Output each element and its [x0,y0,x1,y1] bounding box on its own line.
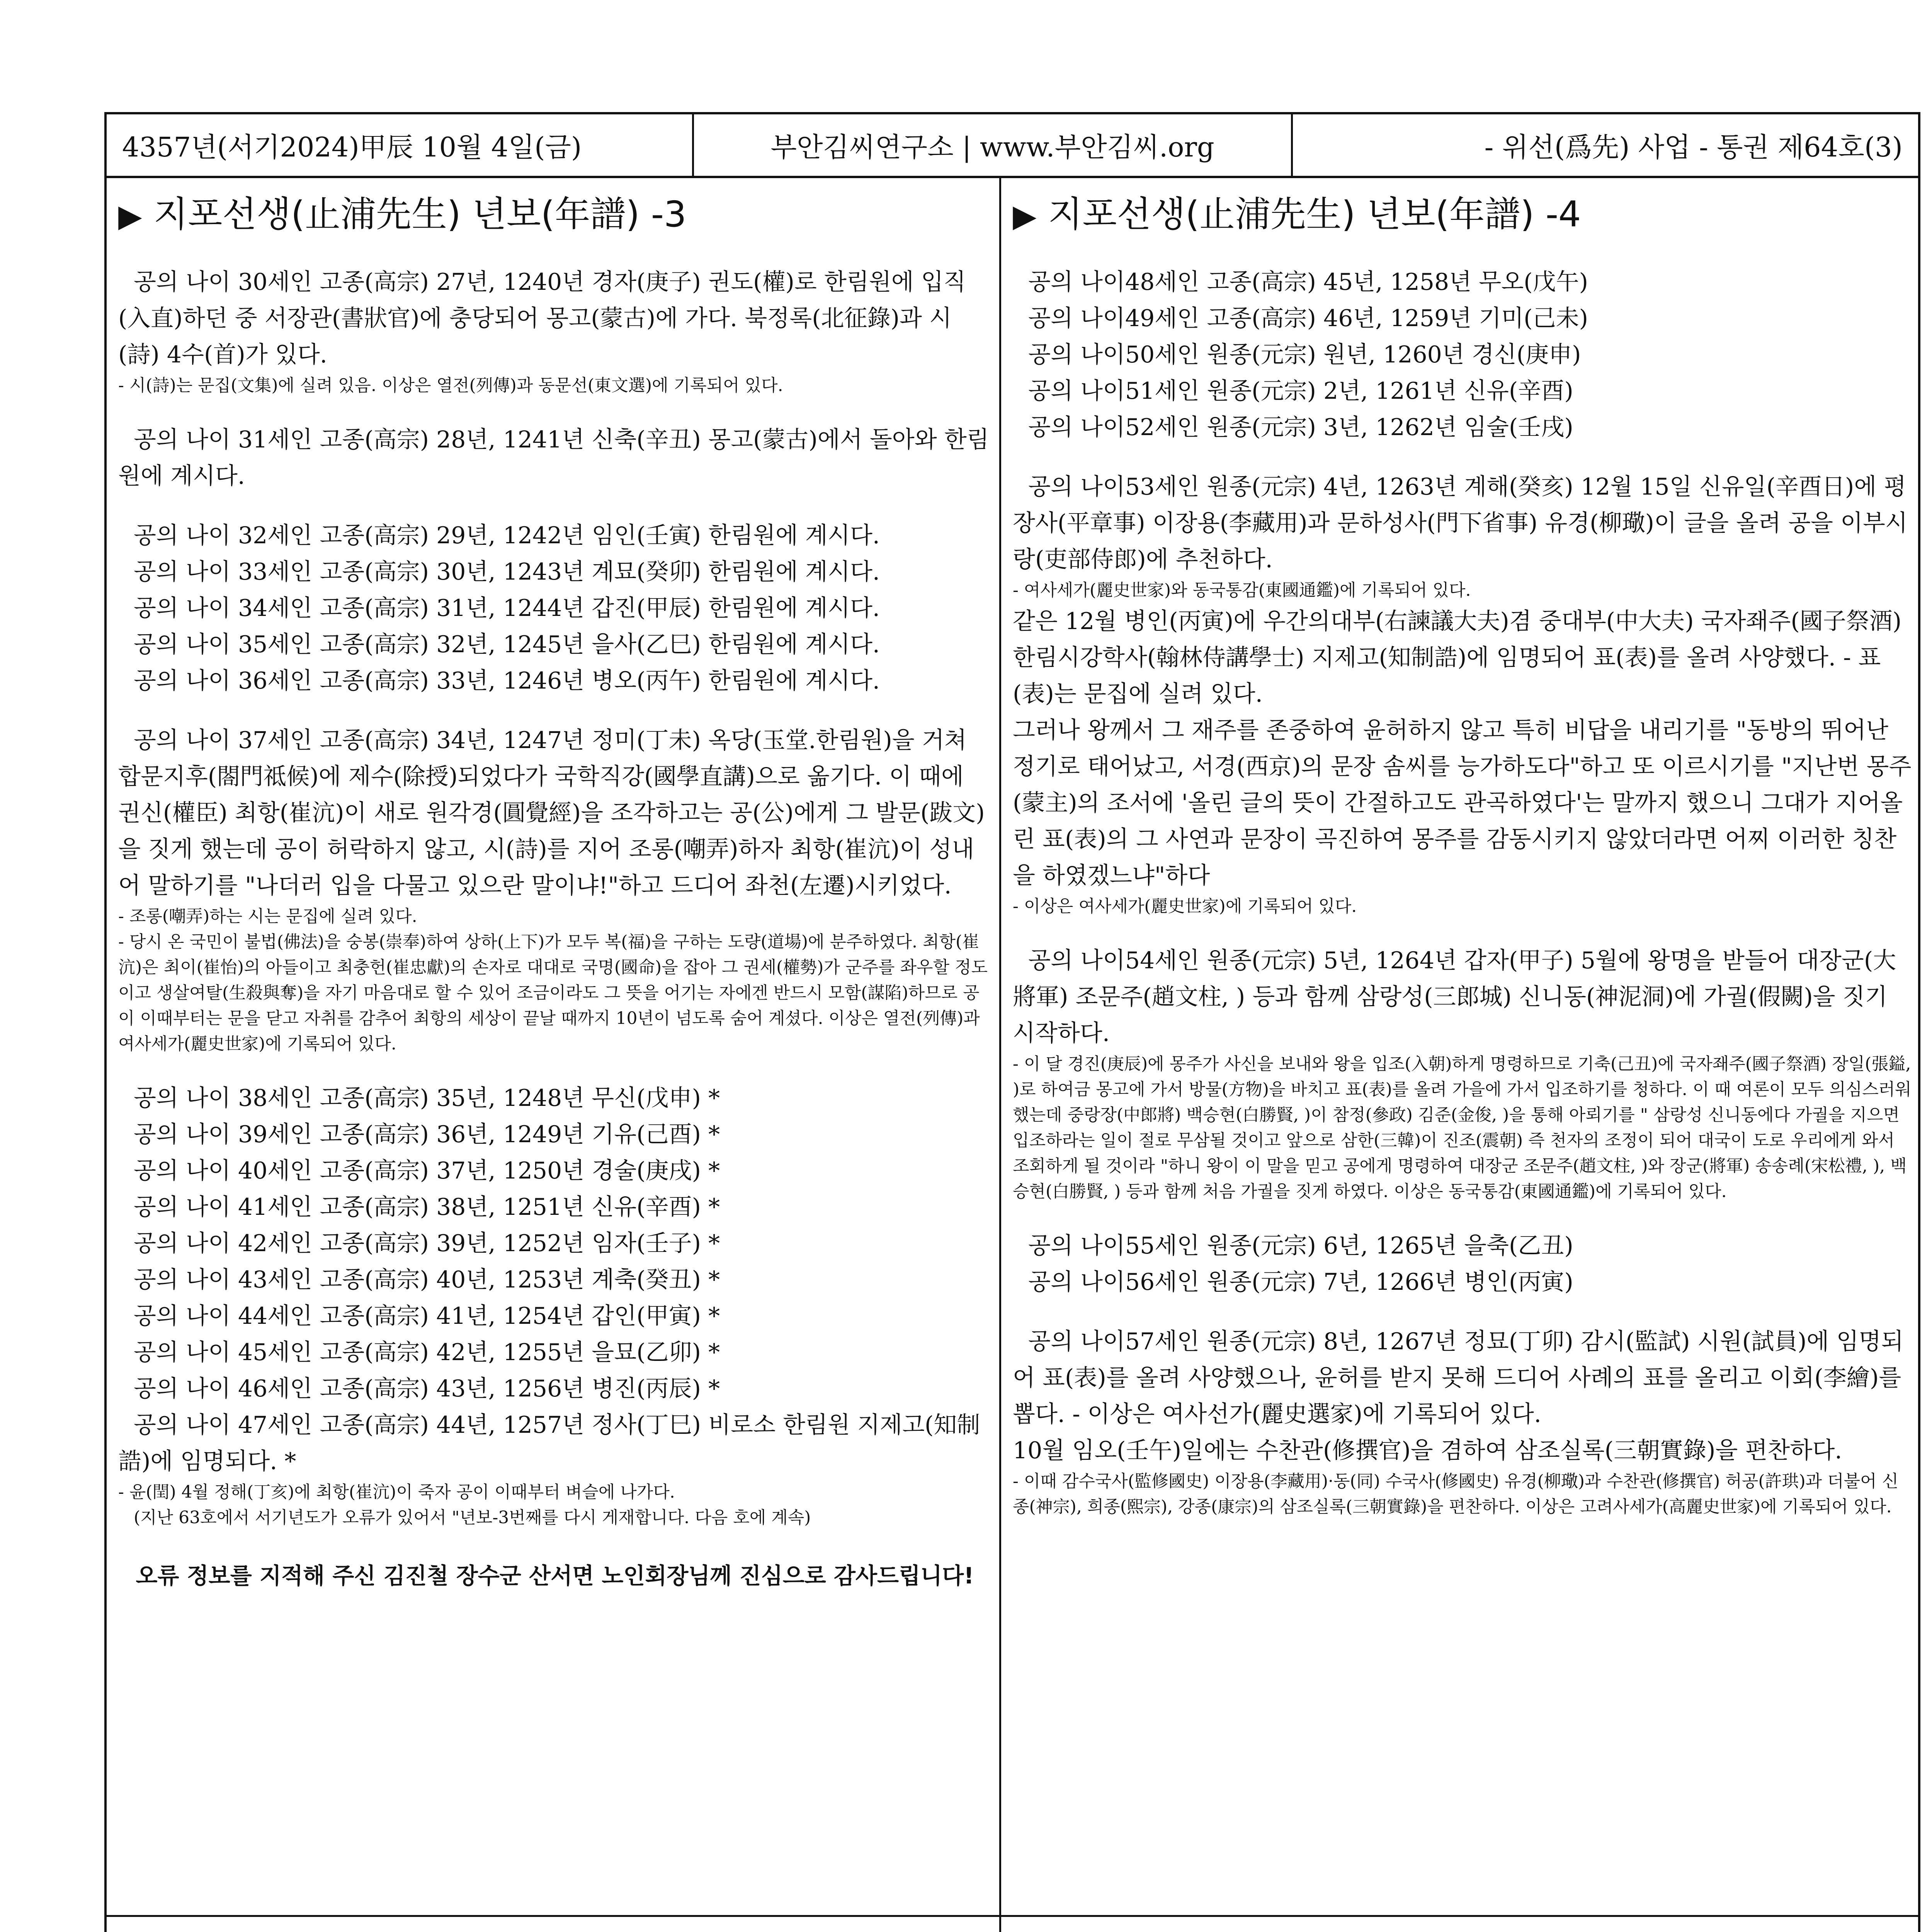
entry: 공의 나이57세인 원종(元宗) 8년, 1267년 정묘(丁卯) 감시(監試) 시원(試員)에 임명되어 표(表)를 올려 사양했으나, 윤허를 받지 못해 드디어 사례의 표를 올리고 이회(李繪)를 뽑다. - 이상은 여사선가(麗史選家)에 기록되어 있다. [1013,1328,1904,1428]
entry: 10월 임오(壬午)일에는 수찬관(修撰官)을 겸하여 삼조실록(三朝實錄)을 편찬하다. [1013,1437,1842,1464]
entry: 같은 12월 병인(丙寅)에 우간의대부(右諫議大夫)겸 중대부(中大夫) 국자좨주(國子祭酒) 한림시강학사(翰林侍講學士) 지제고(知制誥)에 임명되어 표(表)를 올려 사양했다. - 표(表)는 문집에 실려 있다. [1013,608,1902,707]
scholarship-article [1013,1927,1913,1932]
note: - 이 달 경진(庚辰)에 몽주가 사신을 보내와 왕을 입조(入朝)하게 명령하므로 기축(己丑)에 국자좨주(國子祭酒) 장일(張鎰, )로 하여금 몽고에 가서 방물(方物)을 바치고 표(表)를 올려 가을에 가서 입조하기를 청하다. 이 때 여론이 모두 의심스러워 했는데 중랑장(中郎將) 백승현(白勝賢, )이 참정(參政) 김준(金俊, )을 통해 아뢰기를 " 삼랑성 신니동에다 가궐을 지으면 입조하라는 일이 절로 무삼될 것이고 앞으로 삼한(三韓)이 진조(震朝) 즉 천자의 조정이 되어 대국이 도로 우리에게 와서 조회하게 될 것이라 "하니 왕이 이 말을 믿고 공에게 명령하여 대장군 조문주(趙文柱, )와 장군(將軍) 송송례(宋松禮, ), 백승현(白勝賢, ) 등과 함께 처음 가궐을 짓게 하였다. 이상은 동국통감(東國通鑑)에 기록되어 있다. [1013,1054,1912,1201]
entry: 공의 나이54세인 원종(元宗) 5년, 1264년 갑자(甲子) 5월에 왕명을 받들어 대장군(大將軍) 조문주(趙文柱, ) 등과 함께 삼랑성(三郎城) 신니동(神泥洞)에 가궐(假闕)을 짓기 시작하다. [1013,947,1896,1047]
triangle-icon: ▶ [1013,198,1037,234]
entry: 공의 나이52세인 원종(元宗) 3년, 1262년 임술(壬戌) [1028,414,1573,441]
entry: 공의 나이 33세인 고종(高宗) 30년, 1243년 계묘(癸卯) 한림원에 계시다. [134,558,880,585]
note: - 당시 온 국민이 불법(佛法)을 숭봉(崇奉)하여 상하(上下)가 모두 복(福)을 구하는 도량(道場)에 분주하였다. 최항(崔沆)은 최이(崔怡)의 아들이고 최충헌(崔忠獻)의 손자로 대대로 국명(國命)을 잡아 그 권세(權勢)가 군주를 좌우할 정도이고 생살여탈(生殺與奪)을 자기 마음대로 할 수 있어 조금이라도 그 뜻을 어기는 자에겐 반드시 모함(謀陷)하므로 공이 이때부터는 문을 닫고 자취를 감추어 최항의 세상이 끝날 때까지 10년이 넘도록 숨어 계셨다. 이상은 열전(列傳)과 여사세가(麗史世家)에 기록되어 있다. [118,932,988,1054]
entry: 공의 나이53세인 원종(元宗) 4년, 1263년 계해(癸亥) 12월 15일 신유일(辛酉日)에 평장사(平章事) 이장용(李藏用)과 문하성사(門下省事) 유경(柳璥)이 글을 올려 공을 이부시랑(吏部侍郎)에 추천하다. [1013,473,1908,573]
header-org[interactable]: 부안김씨연구소 | www.부안김씨.org [694,114,1293,176]
note: - 조롱(嘲弄)하는 시는 문집에 실려 있다. [118,906,417,926]
entry: 공의 나이 35세인 고종(高宗) 32년, 1245년 을사(乙巳) 한림원에 계시다. [134,631,880,658]
note: - 이상은 여사세가(麗史世家)에 기록되어 있다. [1013,896,1357,916]
donation-title [118,1927,992,1932]
entry: 공의 나이50세인 원종(元宗) 원년, 1260년 경신(庚申) [1028,341,1581,368]
entry: 공의 나이 34세인 고종(高宗) 31년, 1244년 갑진(甲辰) 한림원에 계시다. [134,595,880,622]
donation-article [118,1927,992,1932]
entry: 공의 나이49세인 고종(高宗) 46년, 1259년 기미(己未) [1028,305,1588,332]
note: - 윤(閏) 4월 정해(丁亥)에 최항(崔沆)이 죽자 공이 이때부터 벼슬에 나가다. [118,1482,675,1502]
entry: 공의 나이 40세인 고종(高宗) 37년, 1250년 경술(庚戌) * [134,1157,720,1184]
triangle-icon: ▶ [118,198,142,234]
scholarship-title [1013,1927,1913,1932]
entry: 공의 나이 42세인 고종(高宗) 39년, 1252년 임자(壬子) * [134,1230,720,1257]
column-divider [999,178,1001,1932]
left-column [118,186,992,1590]
note: - 시(詩)는 문집(文集)에 실려 있음. 이상은 열전(列傳)과 동문선(東文選)에 기록되어 있다. [118,376,783,395]
entry: 공의 나이 36세인 고종(高宗) 33년, 1246년 병오(丙午) 한림원에 계시다. [134,667,880,694]
page-frame [104,112,1920,1932]
entry: 공의 나이55세인 원종(元宗) 6년, 1265년 을축(乙丑) [1028,1232,1573,1259]
section-divider [107,1915,1918,1917]
entry: 공의 나이 31세인 고종(高宗) 28년, 1241년 신축(辛丑) 몽고(蒙古)에서 돌아와 한림원에 계시다. [118,426,989,490]
header-issue: - 위선(爲先) 사업 - 통권 제64호(3) [1484,131,1903,163]
entry: 공의 나이 30세인 고종(高宗) 27년, 1240년 경자(庚子) 권도(權)로 한림원에 입직(入直)하던 중 서장관(書狀官)에 충당되어 몽고(蒙古)에 가다. 북정록(北征錄)과 시(詩) 4수(首)가 있다. [118,269,966,368]
entry: 공의 나이 41세인 고종(高宗) 38년, 1251년 신유(辛酉) * [134,1194,720,1221]
entry: 공의 나이56세인 원종(元宗) 7년, 1266년 병인(丙寅) [1028,1269,1573,1296]
entry: 공의 나이 32세인 고종(高宗) 29년, 1242년 임인(壬寅) 한림원에 계시다. [134,522,880,549]
entry: 공의 나이 37세인 고종(高宗) 34년, 1247년 정미(丁未) 옥당(玉堂.한림원)을 거쳐 합문지후(閤門祗候)에 제수(除授)되었다가 국학직강(國學直講)으로 옮기다. 이 때에 권신(權臣) 최항(崔沆)이 새로 원각경(圓覺經)을 조각하고는 공(公)에게 그 발문(跋文)을 짓게 했는데 공이 허락하지 않고, 시(詩)를 지어 조롱(嘲弄)하자 최항(崔沆)이 성내어 말하기를 "나더러 입을 다물고 있으란 말이냐!"하고 드디어 좌천(左遷)시키었다. [118,727,985,899]
entry: 공의 나이 44세인 고종(高宗) 41년, 1254년 갑인(甲寅) * [134,1303,720,1330]
left-section-title: ▶ 지포선생(止浦先生) 년보(年譜) -3 [118,194,687,235]
thanks-note: 오류 정보를 지적해 주신 김진철 장수군 산서면 노인회장님께 진심으로 감사드립니다! [136,1563,974,1589]
note: - 이때 감수국사(監修國史) 이장용(李藏用)·동(同) 수국사(修國史) 유경(柳璥)과 수찬관(修撰官) 허공(許珙)과 더불어 신종(神宗), 희종(熙宗), 강종(康宗)의 삼조실록(三朝實錄)을 편찬하다. 이상은 고려사세가(高麗史世家)에 기록되어 있다. [1013,1471,1899,1517]
entry: 공의 나이 46세인 고종(高宗) 43년, 1256년 병진(丙辰) * [134,1375,720,1402]
page-header [107,114,1918,178]
entry: 공의 나이51세인 원종(元宗) 2년, 1261년 신유(辛酉) [1028,378,1573,405]
note: - 여사세가(麗史世家)와 동국통감(東國通鑑)에 기록되어 있다. [1013,580,1471,600]
header-date: 4357년(서기2024)甲辰 10월 4일(금) [107,114,694,176]
entry: 공의 나이 43세인 고종(高宗) 40년, 1253년 계축(癸丑) * [134,1266,720,1293]
entry: 공의 나이48세인 고종(高宗) 45년, 1258년 무오(戊午) [1028,269,1588,296]
entry: 공의 나이 39세인 고종(高宗) 36년, 1249년 기유(己酉) * [134,1121,720,1148]
right-section-title: ▶ 지포선생(止浦先生) 년보(年譜) -4 [1013,194,1581,235]
right-column [1013,186,1913,1520]
entry: 그러나 왕께서 그 재주를 존중하여 윤허하지 않고 특히 비답을 내리기를 "동방의 뛰어난 정기로 태어났고, 서경(西京)의 문장 솜씨를 능가하도다"하고 또 이르시기를 "지난번 몽주(蒙主)의 조서에 '올린 글의 뜻이 간절하고도 관곡하였다'는 말까지 했으니 그대가 지어올린 표(表)의 그 사연과 문장이 곡진하여 몽주를 감동시키지 않았더라면 어찌 이러한 칭찬을 하였겠느냐"하다 [1013,717,1912,889]
entry: 공의 나이 45세인 고종(高宗) 42년, 1255년 을묘(乙卯) * [134,1339,720,1366]
entry: 공의 나이 38세인 고종(高宗) 35년, 1248년 무신(戊申) * [134,1085,720,1112]
entry: 공의 나이 47세인 고종(高宗) 44년, 1257년 정사(丁巳) 비로소 한림원 지제고(知制誥)에 임명되다. * [118,1412,980,1475]
note: (지난 63호에서 서기년도가 오류가 있어서 "년보-3번째를 다시 게재합니다. 다음 호에 계속) [134,1508,811,1527]
